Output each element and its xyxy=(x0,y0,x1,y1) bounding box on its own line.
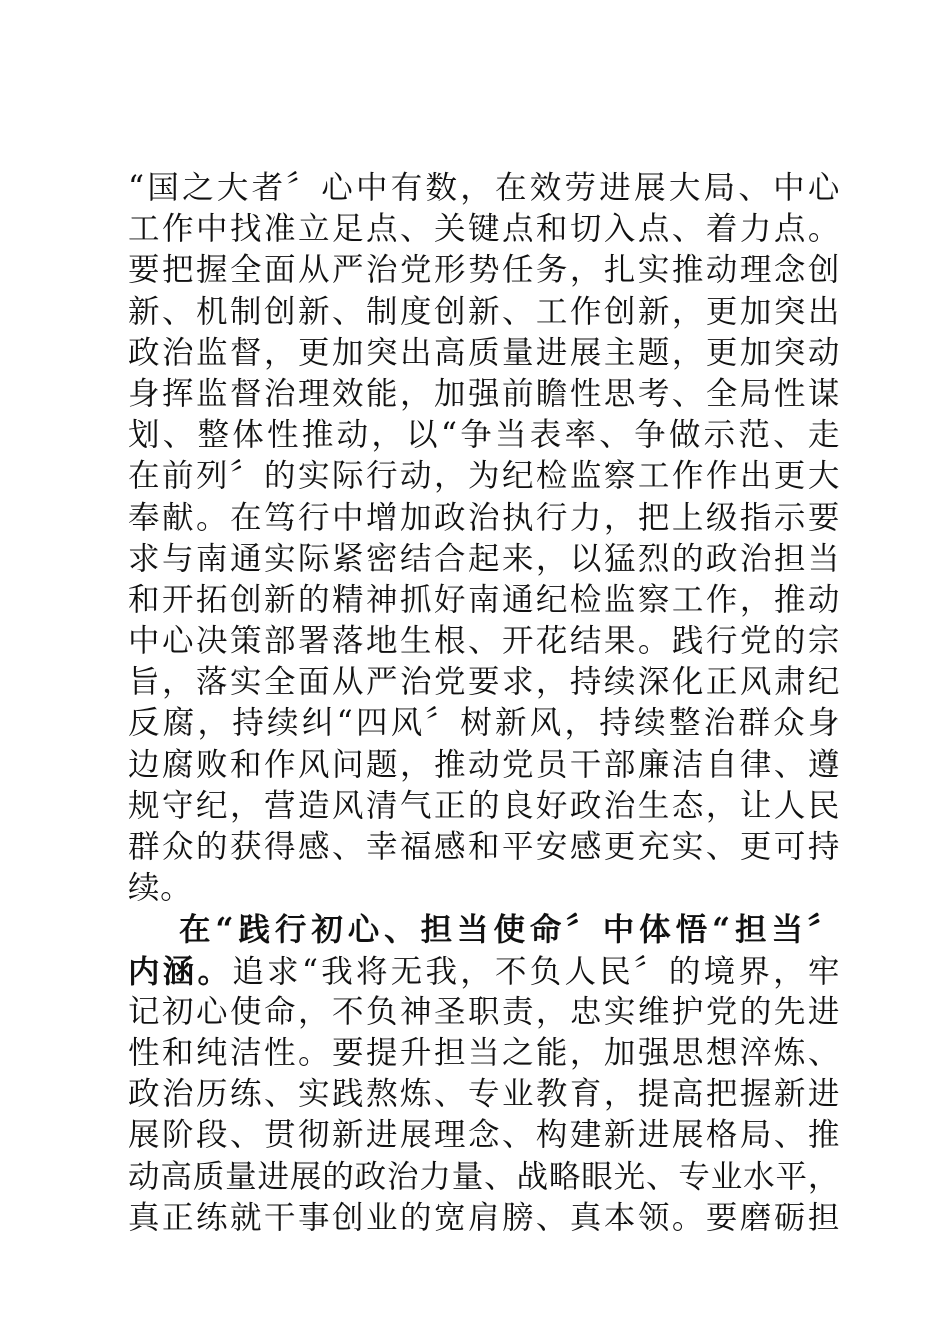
text-line: 续。 xyxy=(128,870,193,907)
paragraph-heading: 在“践行初心、担当使命〞中体悟“担当〞 xyxy=(179,911,840,949)
paragraph-heading-end: 内涵。 xyxy=(128,952,233,990)
text-line: 旨，落实全面从严治党要求，持续深化正风肃纪 xyxy=(128,664,840,701)
text-line: 和开拓创新的精神抓好南通纪检监察工作，推动 xyxy=(128,581,840,618)
text-line: 新、机制创新、制度创新、工作创新，更加突出 xyxy=(128,293,840,330)
text-line: 政治监督，更加突出高质量进展主题，更加突动 xyxy=(128,334,840,371)
text-line: 规守纪，营造风清气正的良好政治生态，让人民 xyxy=(128,787,840,824)
text-line: 政治历练、实践熬炼、专业教育，提高把握新进 xyxy=(128,1076,840,1113)
text-line: 奉献。在笃行中增加政治执行力，把上级指示要 xyxy=(128,499,840,536)
text-line: 求与南通实际紧密结合起来，以猛烈的政治担当 xyxy=(128,540,840,577)
paragraph-2 xyxy=(128,909,840,1239)
text-line: 展阶段、贯彻新进展理念、构建新进展格局、推 xyxy=(128,1117,840,1154)
paragraph-1 xyxy=(128,168,840,909)
text-line: 身挥监督治理效能，加强前瞻性思考、全局性谋 xyxy=(128,375,840,412)
text-line: “国之大者〞心中有数，在效劳进展大局、中心 xyxy=(128,170,840,206)
text-line: 在前列〞的实际行动，为纪检监察工作作出更大 xyxy=(128,458,840,495)
text-line: 反腐，持续纠“四风〞树新风，持续整治群众身 xyxy=(128,705,840,742)
text-line: 性和纯洁性。要提升担当之能，加强思想淬炼、 xyxy=(128,1034,840,1071)
text-line: 要把握全面从严治党形势任务，扎实推动理念创 xyxy=(128,252,840,289)
text-line: 划、整体性推动，以“争当表率、争做示范、走 xyxy=(128,417,840,454)
text-segment: 追求“我将无我，不负人民〞的境界，牢 xyxy=(232,953,840,990)
text-line: 边腐败和作风问题，推动党员干部廉洁自律、遵 xyxy=(128,746,840,783)
text-line: 中心决策部署落地生根、开花结果。践行党的宗 xyxy=(128,623,840,660)
body-text xyxy=(128,168,840,1239)
text-line: 记初心使命，不负神圣职责，忠实维护党的先进 xyxy=(128,993,840,1030)
text-line: 群众的获得感、幸福感和平安感更充实、更可持 xyxy=(128,829,840,865)
text-line: 真正练就干事创业的宽肩膀、真本领。要磨砺担 xyxy=(128,1199,840,1236)
text-line xyxy=(128,951,840,992)
text-line: 工作中找准立足点、关键点和切入点、着力点。 xyxy=(128,211,840,248)
text-line: 动高质量进展的政治力量、战略眼光、专业水平， xyxy=(128,1158,840,1195)
